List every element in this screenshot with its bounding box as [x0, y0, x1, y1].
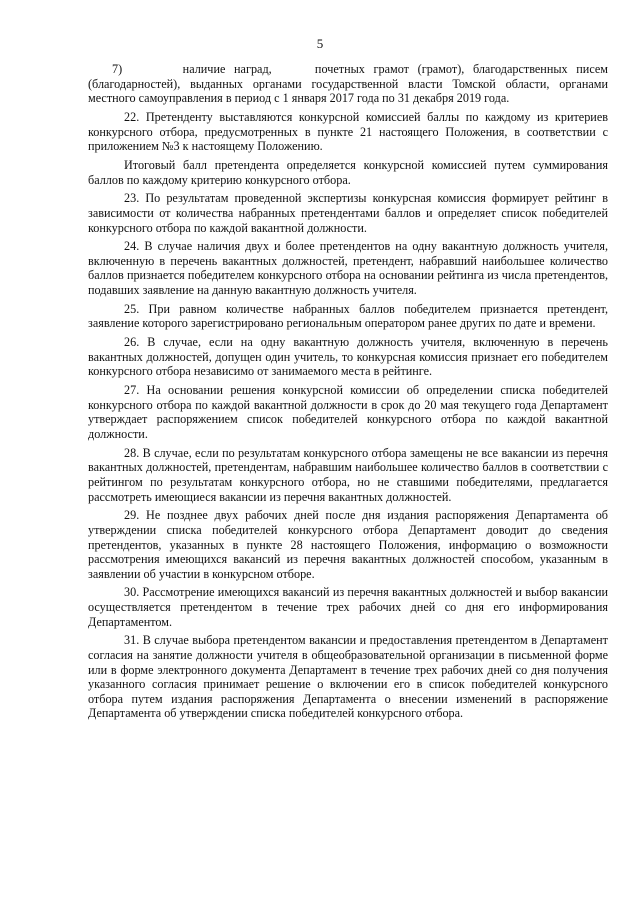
paragraph-total-score: Итоговый балл претендента определяется конкурсной комиссией путем суммирования баллов по каждому критерию конкурсного отбора.: [88, 157, 608, 187]
paragraph-25: 25. При равном количестве набранных баллов победителем признается претендент, заявление которого зарегистрировано региональным оператором ранее других по дате и времени.: [88, 301, 608, 331]
paragraph-28: 28. В случае, если по результатам конкурсного отбора замещены не все вакансии из перечня вакантных должностей, претендентам, набравшим наибольшее количество баллов в соответствии с рейтингом по результатам конкурсного отбора, но не ставшими победителями, предлагается рассмотреть имеющиеся вакансии из перечня вакантных должностей.: [88, 445, 608, 504]
paragraph-item-7: 7) наличие наград, почетных грамот (грамот), благодарственных писем (благодарностей), выданных органами государственной власти Томской области, органами местного самоуправления в период с 1 января 2017 года по 31 декабря 2019 года.: [88, 62, 608, 106]
paragraph-24: 24. В случае наличия двух и более претендентов на одну вакантную должность учителя, включенную в перечень вакантных должностей, претендент, набравший наибольшее количество баллов признается победителем конкурсного отбора на основании рейтинга из числа претендентов, подавших заявление на данную вакантную должность учителя.: [88, 239, 608, 298]
paragraph-31: 31. В случае выбора претендентом вакансии и предоставления претендентом в Департамент согласия на занятие должности учителя в общеобразовательной организации в письменной форме или в форме электронного документа Департамент в течение трех рабочих дней со дня получения указанного согласия принимает решение о включении его в список победителей конкурсного отбора путем издания распоряжения Департамента о внесении изменений в распоряжение Департамента об утверждении списка победителей конкурсного отбора.: [88, 633, 608, 721]
paragraph-23: 23. По результатам проведенной экспертизы конкурсная комиссия формирует рейтинг в зависимости от количества набранных претендентами баллов и определяет список победителей конкурсного отбора по каждой вакантной должности.: [88, 191, 608, 235]
document-body: [88, 62, 608, 725]
page-number: 5: [316, 36, 324, 51]
paragraph-29: 29. Не позднее двух рабочих дней после дня издания распоряжения Департамента об утверждении списка победителей конкурсного отбора Департамент доводит до сведения претендентов, указанных в пункте 28 настоящего Положения, информацию о возможности рассмотрения имеющихся вакансий из перечня вакантных должностей способом, указанным в заявлении об участии в конкурсном отборе.: [88, 508, 608, 581]
paragraph-27: 27. На основании решения конкурсной комиссии об определении списка победителей конкурсного отбора по каждой вакантной должности в срок до 20 мая текущего года Департамент утверждает распоряжением список победителей конкурсного отбора по каждой вакантной должности.: [88, 383, 608, 441]
paragraph-22: 22. Претенденту выставляются конкурсной комиссией баллы по каждому из критериев конкурсного отбора, предусмотренных в пункте 21 настоящего Положения, в соответствии с приложением №3 к настоящему Положению.: [88, 109, 608, 154]
paragraph-30: 30. Рассмотрение имеющихся вакансий из перечня вакантных должностей и выбор вакансии осуществляется претендентом в течение трех рабочих дней со дня его информирования Департаментом.: [88, 585, 608, 629]
paragraph-26: 26. В случае, если на одну вакантную должность учителя, включенную в перечень вакантных должностей, допущен один учитель, то конкурсная комиссия признает его победителем конкурсного отбора независимо от занимаемого места в рейтинге.: [88, 335, 608, 379]
